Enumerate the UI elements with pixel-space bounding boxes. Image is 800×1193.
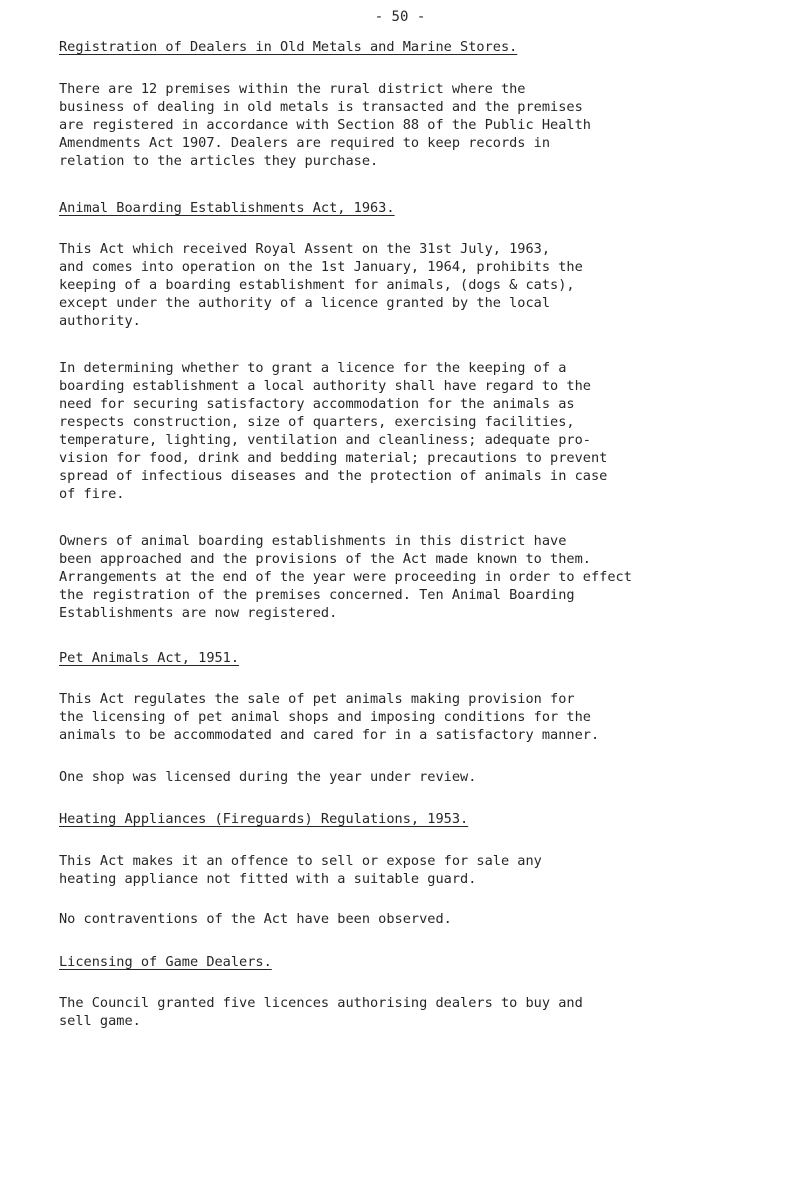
- text-line: This Act makes it an offence to sell or expose for sale any: [59, 853, 542, 869]
- text-line: Establishments are now registered.: [59, 605, 338, 621]
- text-line: of fire.: [59, 486, 125, 502]
- text-line: Amendments Act 1907. Dealers are required to keep records in: [59, 135, 551, 151]
- paragraph-heating-appliances-act: [59, 852, 794, 888]
- section-heading-game-dealers: Licensing of Game Dealers.: [59, 954, 272, 970]
- text-line: need for securing satisfactory accommodation for the animals as: [59, 396, 575, 412]
- paragraph-game-licences: [59, 994, 794, 1030]
- paragraph-shop-licensed: [59, 768, 794, 786]
- paragraph-dealers-registration: [59, 80, 794, 170]
- text-line: keeping of a boarding establishment for animals, (dogs & cats),: [59, 277, 575, 293]
- text-line: the registration of the premises concerned. Ten Animal Boarding: [59, 587, 575, 603]
- text-line: the licensing of pet animal shops and imposing conditions for the: [59, 709, 591, 725]
- paragraph-pet-animals-act: [59, 690, 794, 744]
- text-line: authority.: [59, 313, 141, 329]
- paragraph-no-contraventions: [59, 910, 794, 928]
- section-heading-animal-boarding: Animal Boarding Establishments Act, 1963.: [59, 200, 395, 216]
- text-line: There are 12 premises within the rural district where the: [59, 81, 526, 97]
- text-line: In determining whether to grant a licence for the keeping of a: [59, 360, 567, 376]
- section-heading-dealers-old-metals: Registration of Dealers in Old Metals and Marine Stores.: [59, 39, 518, 55]
- text-line: sell game.: [59, 1013, 141, 1029]
- text-line: spread of infectious diseases and the protection of animals in case: [59, 468, 608, 484]
- text-line: This Act which received Royal Assent on the 31st July, 1963,: [59, 241, 551, 257]
- text-line: are registered in accordance with Section 88 of the Public Health: [59, 117, 591, 133]
- text-line: Owners of animal boarding establishments in this district have: [59, 533, 567, 549]
- text-line: Arrangements at the end of the year were proceeding in order to effect: [59, 569, 632, 585]
- text-line: except under the authority of a licence granted by the local: [59, 295, 551, 311]
- paragraph-owners-approached: [59, 532, 794, 622]
- text-line: temperature, lighting, ventilation and cleanliness; adequate pro-: [59, 432, 591, 448]
- text-line: business of dealing in old metals is transacted and the premises: [59, 99, 583, 115]
- text-line: No contraventions of the Act have been observed.: [59, 911, 452, 927]
- page-number: - 50 -: [374, 9, 426, 25]
- text-line: been approached and the provisions of the Act made known to them.: [59, 551, 591, 567]
- paragraph-animal-boarding-act: [59, 240, 794, 330]
- text-line: relation to the articles they purchase.: [59, 153, 379, 169]
- text-line: and comes into operation on the 1st January, 1964, prohibits the: [59, 259, 583, 275]
- text-line: One shop was licensed during the year under review.: [59, 769, 477, 785]
- text-line: animals to be accommodated and cared for in a satisfactory manner.: [59, 727, 600, 743]
- section-heading-heating-appliances: Heating Appliances (Fireguards) Regulations, 1953.: [59, 811, 469, 827]
- text-line: This Act regulates the sale of pet animals making provision for: [59, 691, 575, 707]
- text-line: The Council granted five licences authorising dealers to buy and: [59, 995, 583, 1011]
- text-line: boarding establishment a local authority shall have regard to the: [59, 378, 591, 394]
- paragraph-licence-determination: [59, 359, 794, 503]
- text-line: heating appliance not fitted with a suitable guard.: [59, 871, 477, 887]
- text-line: vision for food, drink and bedding material; precautions to prevent: [59, 450, 608, 466]
- section-heading-pet-animals: Pet Animals Act, 1951.: [59, 650, 240, 666]
- text-line: respects construction, size of quarters, exercising facilities,: [59, 414, 575, 430]
